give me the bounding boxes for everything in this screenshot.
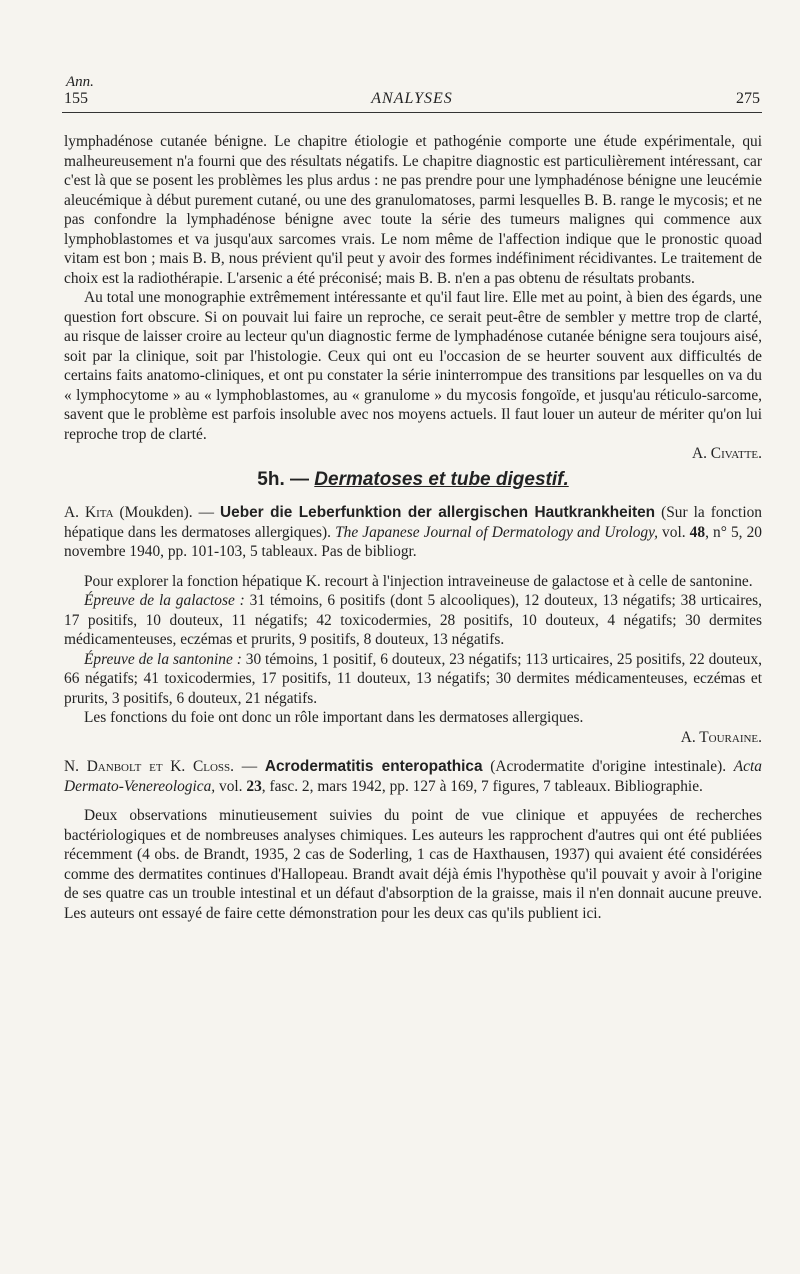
section-heading: ANALYSES [371,90,453,107]
santonine-label: Épreuve de la santonine : [84,650,242,668]
kita-paragraph-3 [64,650,762,709]
paragraph-1: lymphadénose cutanée bénigne. Le chapitre étiologie et pathogénie comporte une étude expérimentale, qui malheureusement n'a fourni que des résultats négatifs. Le chapitre diagnostic est particulièrement intéressant, car c'est là que se posent les problèmes les plus ardus : ne pas prendre pour une lymphadénose bénigne une leucémie aleucémique à début purement cutané, ou une des granulomatoses, parmi lesquelles B. B. range le mycosis; et ne pas confondre la lymphadénose bénigne avec toute la série des tumeurs malignes qui commence aux lymphoblastomes et va jusqu'aux sarcomes vrais. Le nom même de l'affection indique que le pronostic quoad vitam est bon ; mais B. B, nous prévient qu'il peut y avoir des formes indéfiniment récidivantes. Le traitement de choix est la radiothérapie. L'arsenic a été préconisé; mais B. B. n'en a pas obtenu de résultats probants. [64,133,762,287]
ref-rest: (Sur la fonction hépatique dans les dermatoses allergiques). [64,504,762,541]
running-header [62,90,762,113]
galactose-text: 31 témoins, 6 positifs (dont 5 alcooliques), 12 douteux, 13 négatifs; 38 urticaires, 17 positifs, 10 douteux, 11 négatifs; 42 toxicodermies, 28 positifs, 10 douteux, 4 négatifs; 30 dermites médicamenteuses, eczémas et prurits, 9 positifs, 8 douteux, 13 négatifs. [64,592,762,648]
danbolt-paragraph: Deux observations minutieusement suivies du point de vue clinique et appuyées de recherches bactériologiques et de nombreuses analyses chimiques. Les auteurs les rapprochent d'autres qui ont été publiées récemment (4 obs. de Brandt, 1935, 2 cas de Soderling, 1 cas de Haxthausen, 1937) qui avaient été considérées comme des dermatites continues d'Hallopeau. Brandt avait déjà émis l'hypothèse qu'il pouvait y avoir à l'origine de ses quatre cas un trouble intestinal et un défaut d'absorption de la graisse, mais il n'en donnait aucune preuve. Les auteurs ont essayé de faire cette démonstration pour les deux cas qu'ils publient ici. [64,807,762,922]
volume-number: 155 [64,90,88,107]
santonine-text: 30 témoins, 1 positif, 6 douteux, 23 négatifs; 113 urticaires, 25 positifs, 22 douteux, 66 négatifs; 41 toxicodermies, 17 positifs, 11 douteux, 13 négatifs; 30 dermites médicamenteuses, eczémas et prurits, 3 positifs, 6 douteux, 21 négatifs. [64,650,762,707]
ref-author: A. Kita [64,504,114,521]
ref2-sep: . — [230,758,265,775]
ref2-tail: , fasc. 2, mars 1942, pp. 127 à 169, 7 figures, 7 tableaux. Bibliographie. [261,777,703,795]
signature-civatte: A. Civatte. [692,445,762,462]
ref2-journal: Acta Dermato-Venereologica, [64,758,762,795]
ref-title: Ueber die Leberfunktion der allergischen Hautkrankheiten [220,504,656,521]
kita-paragraph-1: Pour explorer la fonction hépatique K. recourt à l'injection intraveineuse de galactose et à celle de santonine. [84,572,753,590]
paragraph-2: Au total une monographie extrêmement intéressante et qu'il faut lire. Elle met au point, à bien des égards, une question fort obscure. Si on pouvait lui faire un reproche, ce serait peut-être de sembler y mettre trop de clarté, au risque de laisser croire au lecteur qu'un diagnostic ferme de lymphadénose cutanée bénigne sera toujours aisé, soit par la clinique, soit par l'histologie. Ceux qui ont eu l'occasion de se heurter souvent aux difficultés de certains faits anatomo-cliniques, et ont pu constater la série ininterrompue des transitions par lesquelles on va du « lymphocytome » au « lymphoblastomes, au « granulome » du mycosis fongoïde, et jusqu'au réticulo-sarcome, savent que le problème est parfois insoluble avec nos moyens actuels. Il faut louer un auteur de mériter qu'on lui reproche trop de clarté. [64,289,762,443]
header-ann: Ann. [66,74,94,90]
ref-vol: vol. [657,523,690,541]
ref-volnum: 48 [689,523,706,541]
ref2-rest: (Acrodermatite d'origine intestinale). [482,758,734,775]
kita-paragraph-2 [64,591,762,650]
ref2-title: Acrodermatitis enteropathica [264,758,483,775]
ref2-volnum: 23 [246,777,262,795]
ref-journal: The Japanese Journal of Dermatology and Urology, [335,523,658,541]
page-number: 275 [736,90,760,107]
section-number: 5h. — [257,468,315,490]
section-title [64,470,762,490]
galactose-label: Épreuve de la galactose : [84,592,245,609]
reference-danbolt [64,757,762,796]
section-name: Dermatoses et tube digestif. [314,468,569,490]
article-body [64,132,762,923]
ref2-author: N. Danbolt et K. Closs [64,758,231,775]
ref-tail: , n° 5, 20 novembre 1940, pp. 101-103, 5 tableaux. Pas de bibliogr. [64,523,762,560]
signature-touraine: A. Touraine. [680,728,762,746]
ref-place: (Moukden). — [113,504,221,521]
ref2-vol: vol. [215,777,247,795]
kita-paragraph-4: Les fonctions du foie ont donc un rôle important dans les dermatoses allergiques. [84,709,584,726]
reference-kita [64,503,762,562]
